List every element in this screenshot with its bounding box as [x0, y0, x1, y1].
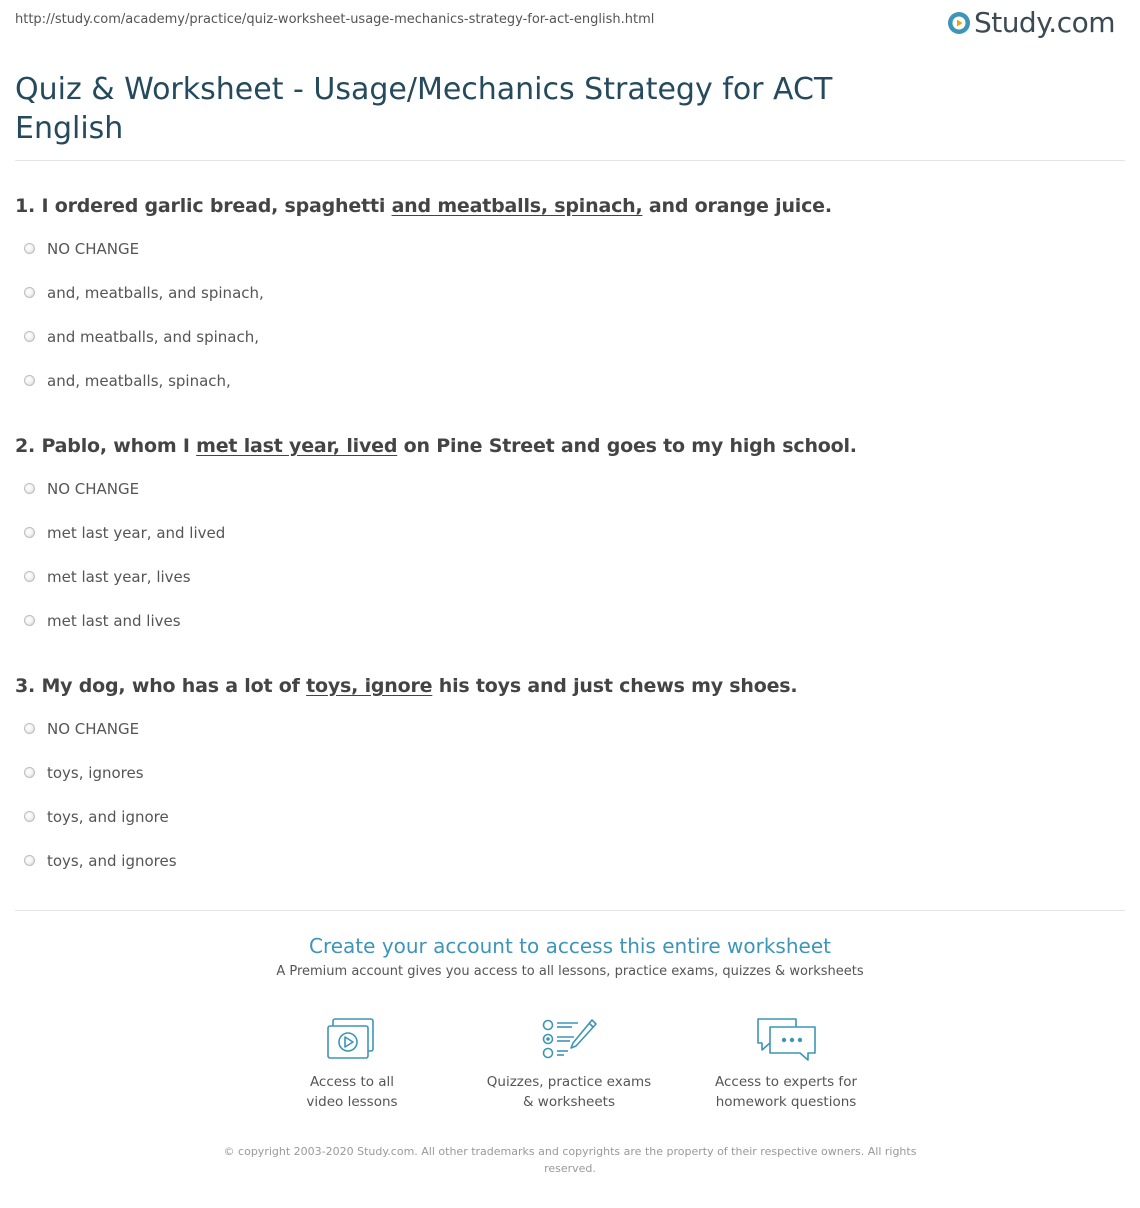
option-label: toys, and ignores	[47, 852, 177, 870]
answer-option[interactable]	[15, 227, 1115, 271]
radio-button[interactable]	[24, 767, 35, 778]
feature-video-lessons	[252, 1016, 452, 1112]
answer-option[interactable]	[15, 707, 1115, 751]
answer-option[interactable]	[15, 751, 1115, 795]
radio-button[interactable]	[24, 375, 35, 386]
option-label: met last year, lives	[47, 568, 191, 586]
feature-experts	[686, 1016, 886, 1112]
feature-label: Access to experts for homework questions	[714, 1074, 857, 1110]
option-label: and meatballs, and spinach,	[47, 328, 260, 346]
option-label: and, meatballs, spinach,	[47, 372, 231, 390]
answer-option[interactable]	[15, 555, 1115, 599]
answer-option[interactable]	[15, 359, 1115, 403]
divider	[15, 910, 1125, 911]
option-label: met last year, and lived	[47, 524, 226, 542]
radio-button[interactable]	[24, 527, 35, 538]
question-2	[15, 434, 1115, 643]
play-logo-icon	[947, 11, 971, 35]
option-label: toys, and ignore	[47, 808, 169, 826]
video-lessons-icon	[325, 1016, 379, 1062]
radio-button[interactable]	[24, 483, 35, 494]
question-1-underlined: and meatballs, spinach,	[391, 195, 643, 217]
copyright-text: © copyright 2003-2020 Study.com. All other trademarks and copyrights are the property of their respective owners. All rights reserved.	[223, 1145, 917, 1175]
option-label: NO CHANGE	[47, 480, 140, 498]
expert-chat-icon	[754, 1016, 818, 1062]
option-label: met last and lives	[47, 612, 181, 630]
option-label: NO CHANGE	[47, 240, 140, 258]
radio-button[interactable]	[24, 855, 35, 866]
question-2-underlined: met last year, lived	[196, 435, 398, 457]
radio-button[interactable]	[24, 571, 35, 582]
feature-quizzes	[469, 1016, 669, 1112]
answer-option[interactable]	[15, 315, 1115, 359]
feature-label: Quizzes, practice exams & worksheets	[486, 1074, 652, 1110]
question-3-text: 3. My dog, who has a lot of toys, ignore his toys and just chews my shoes.	[15, 675, 798, 697]
question-2-text: 2. Pablo, whom I met last year, lived on Pine Street and goes to my high school.	[15, 435, 857, 457]
answer-option[interactable]	[15, 271, 1115, 315]
answer-option[interactable]	[15, 599, 1115, 643]
question-2-options	[15, 467, 1115, 643]
option-label: toys, ignores	[47, 764, 144, 782]
question-3	[15, 674, 1115, 883]
radio-button[interactable]	[24, 243, 35, 254]
question-3-underlined: toys, ignore	[306, 675, 433, 697]
question-1-text: 1. I ordered garlic bread, spaghetti and meatballs, spinach, and orange juice.	[15, 195, 832, 217]
radio-button[interactable]	[24, 723, 35, 734]
radio-button[interactable]	[24, 615, 35, 626]
study-logo[interactable]	[947, 7, 1115, 39]
feature-label: Access to all video lessons	[306, 1074, 398, 1110]
question-1	[15, 194, 1115, 403]
answer-option[interactable]	[15, 795, 1115, 839]
create-account-link[interactable]: Create your account to access this entire worksheet	[309, 934, 831, 958]
page-title: Quiz & Worksheet - Usage/Mechanics Strategy for ACT English	[15, 72, 833, 146]
question-1-options	[15, 227, 1115, 403]
question-3-options	[15, 707, 1115, 883]
radio-button[interactable]	[24, 331, 35, 342]
radio-button[interactable]	[24, 287, 35, 298]
page-url: http://study.com/academy/practice/quiz-worksheet-usage-mechanics-strategy-for-act-english.html	[15, 12, 655, 27]
divider	[15, 160, 1125, 161]
option-label: and, meatballs, and spinach,	[47, 284, 264, 302]
logo-text: Study.com	[973, 6, 1115, 39]
radio-button[interactable]	[24, 811, 35, 822]
option-label: NO CHANGE	[47, 720, 140, 738]
answer-option[interactable]	[15, 839, 1115, 883]
answer-option[interactable]	[15, 467, 1115, 511]
cta-subtitle: A Premium account gives you access to all lessons, practice exams, quizzes & worksheets	[276, 964, 864, 979]
quiz-checklist-icon	[540, 1016, 598, 1062]
answer-option[interactable]	[15, 511, 1115, 555]
